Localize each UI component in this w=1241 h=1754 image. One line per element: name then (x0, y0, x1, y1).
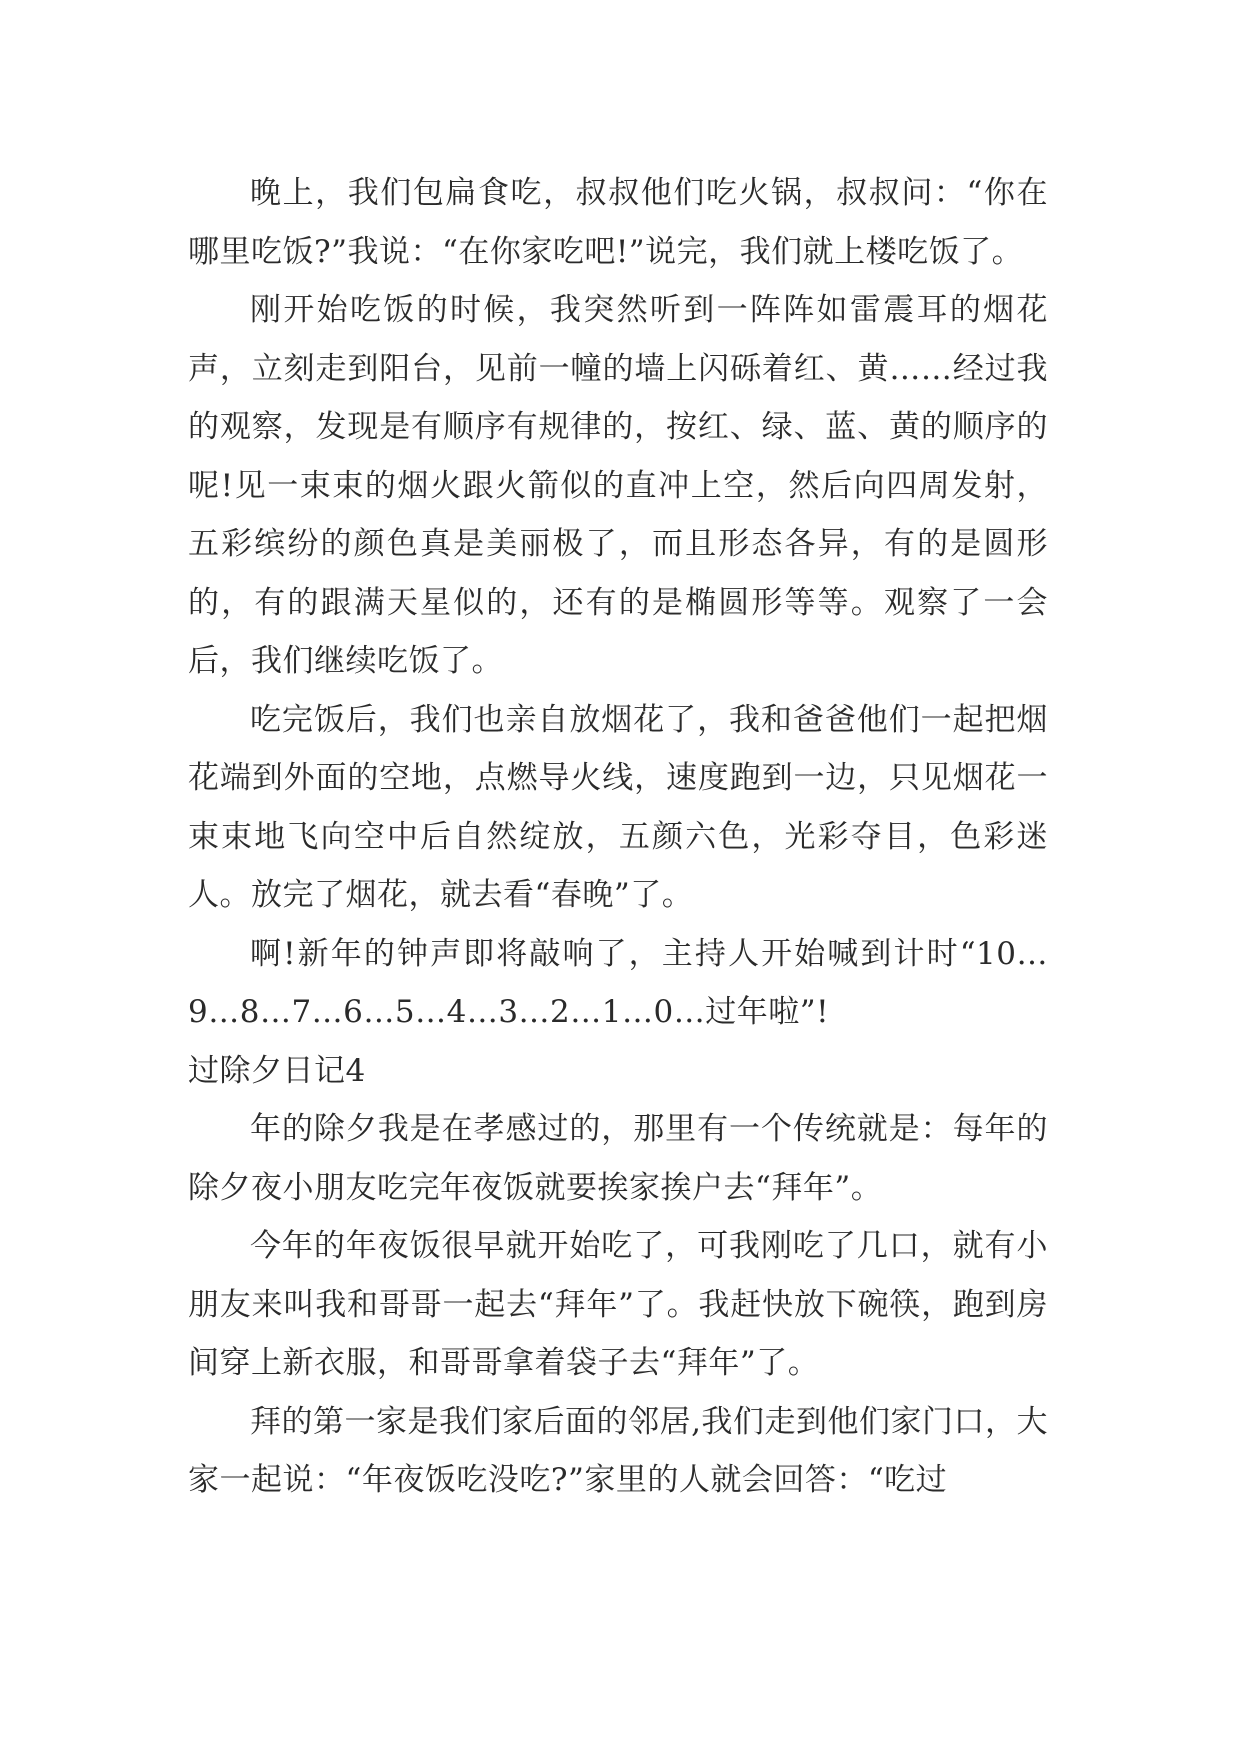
paragraph: 拜的第一家是我们家后面的邻居,我们走到他们家门口，大家一起说：“年夜饭吃没吃?”家里的人就会回答：“吃过 (188, 1403, 1048, 1498)
paragraph: 年的除夕我是在孝感过的，那里有一个传统就是：每年的除夕夜小朋友吃完年夜饭就要挨家挨户去“拜年”。 (188, 1111, 1048, 1206)
paragraph: 今年的年夜饭很早就开始吃了，可我刚吃了几口，就有小朋友来叫我和哥哥一起去“拜年”了。我赶快放下碗筷，跑到房间穿上新衣服，和哥哥拿着袋子去“拜年”了。 (188, 1228, 1048, 1381)
paragraph: 晚上，我们包扁食吃，叔叔他们吃火锅，叔叔问：“你在哪里吃饭?”我说：“在你家吃吧!”说完，我们就上楼吃饭了。 (188, 175, 1048, 270)
paragraph: 吃完饭后，我们也亲自放烟花了，我和爸爸他们一起把烟花端到外面的空地，点燃导火线，速度跑到一边，只见烟花一束束地飞向空中后自然绽放，五颜六色，光彩夺目，色彩迷人。放完了烟花，就去看“春晚”了。 (188, 701, 1048, 913)
paragraph: 啊!新年的钟声即将敲响了，主持人开始喊到计时“10…9…8…7…6…5…4…3…2…1…0…过年啦”! (188, 935, 1048, 1030)
section-heading: 过除夕日记4 (188, 1052, 366, 1089)
document-body (188, 164, 1048, 1510)
paragraph: 刚开始吃饭的时候，我突然听到一阵阵如雷震耳的烟花声，立刻走到阳台，见前一幢的墙上闪砾着红、黄……经过我的观察，发现是有顺序有规律的，按红、绿、蓝、黄的顺序的呢!见一束束的烟火跟火箭似的直冲上空，然后向四周发射，五彩缤纷的颜色真是美丽极了，而且形态各异，有的是圆形的，有的跟满天星似的，还有的是椭圆形等等。观察了一会后，我们继续吃饭了。 (188, 292, 1048, 679)
